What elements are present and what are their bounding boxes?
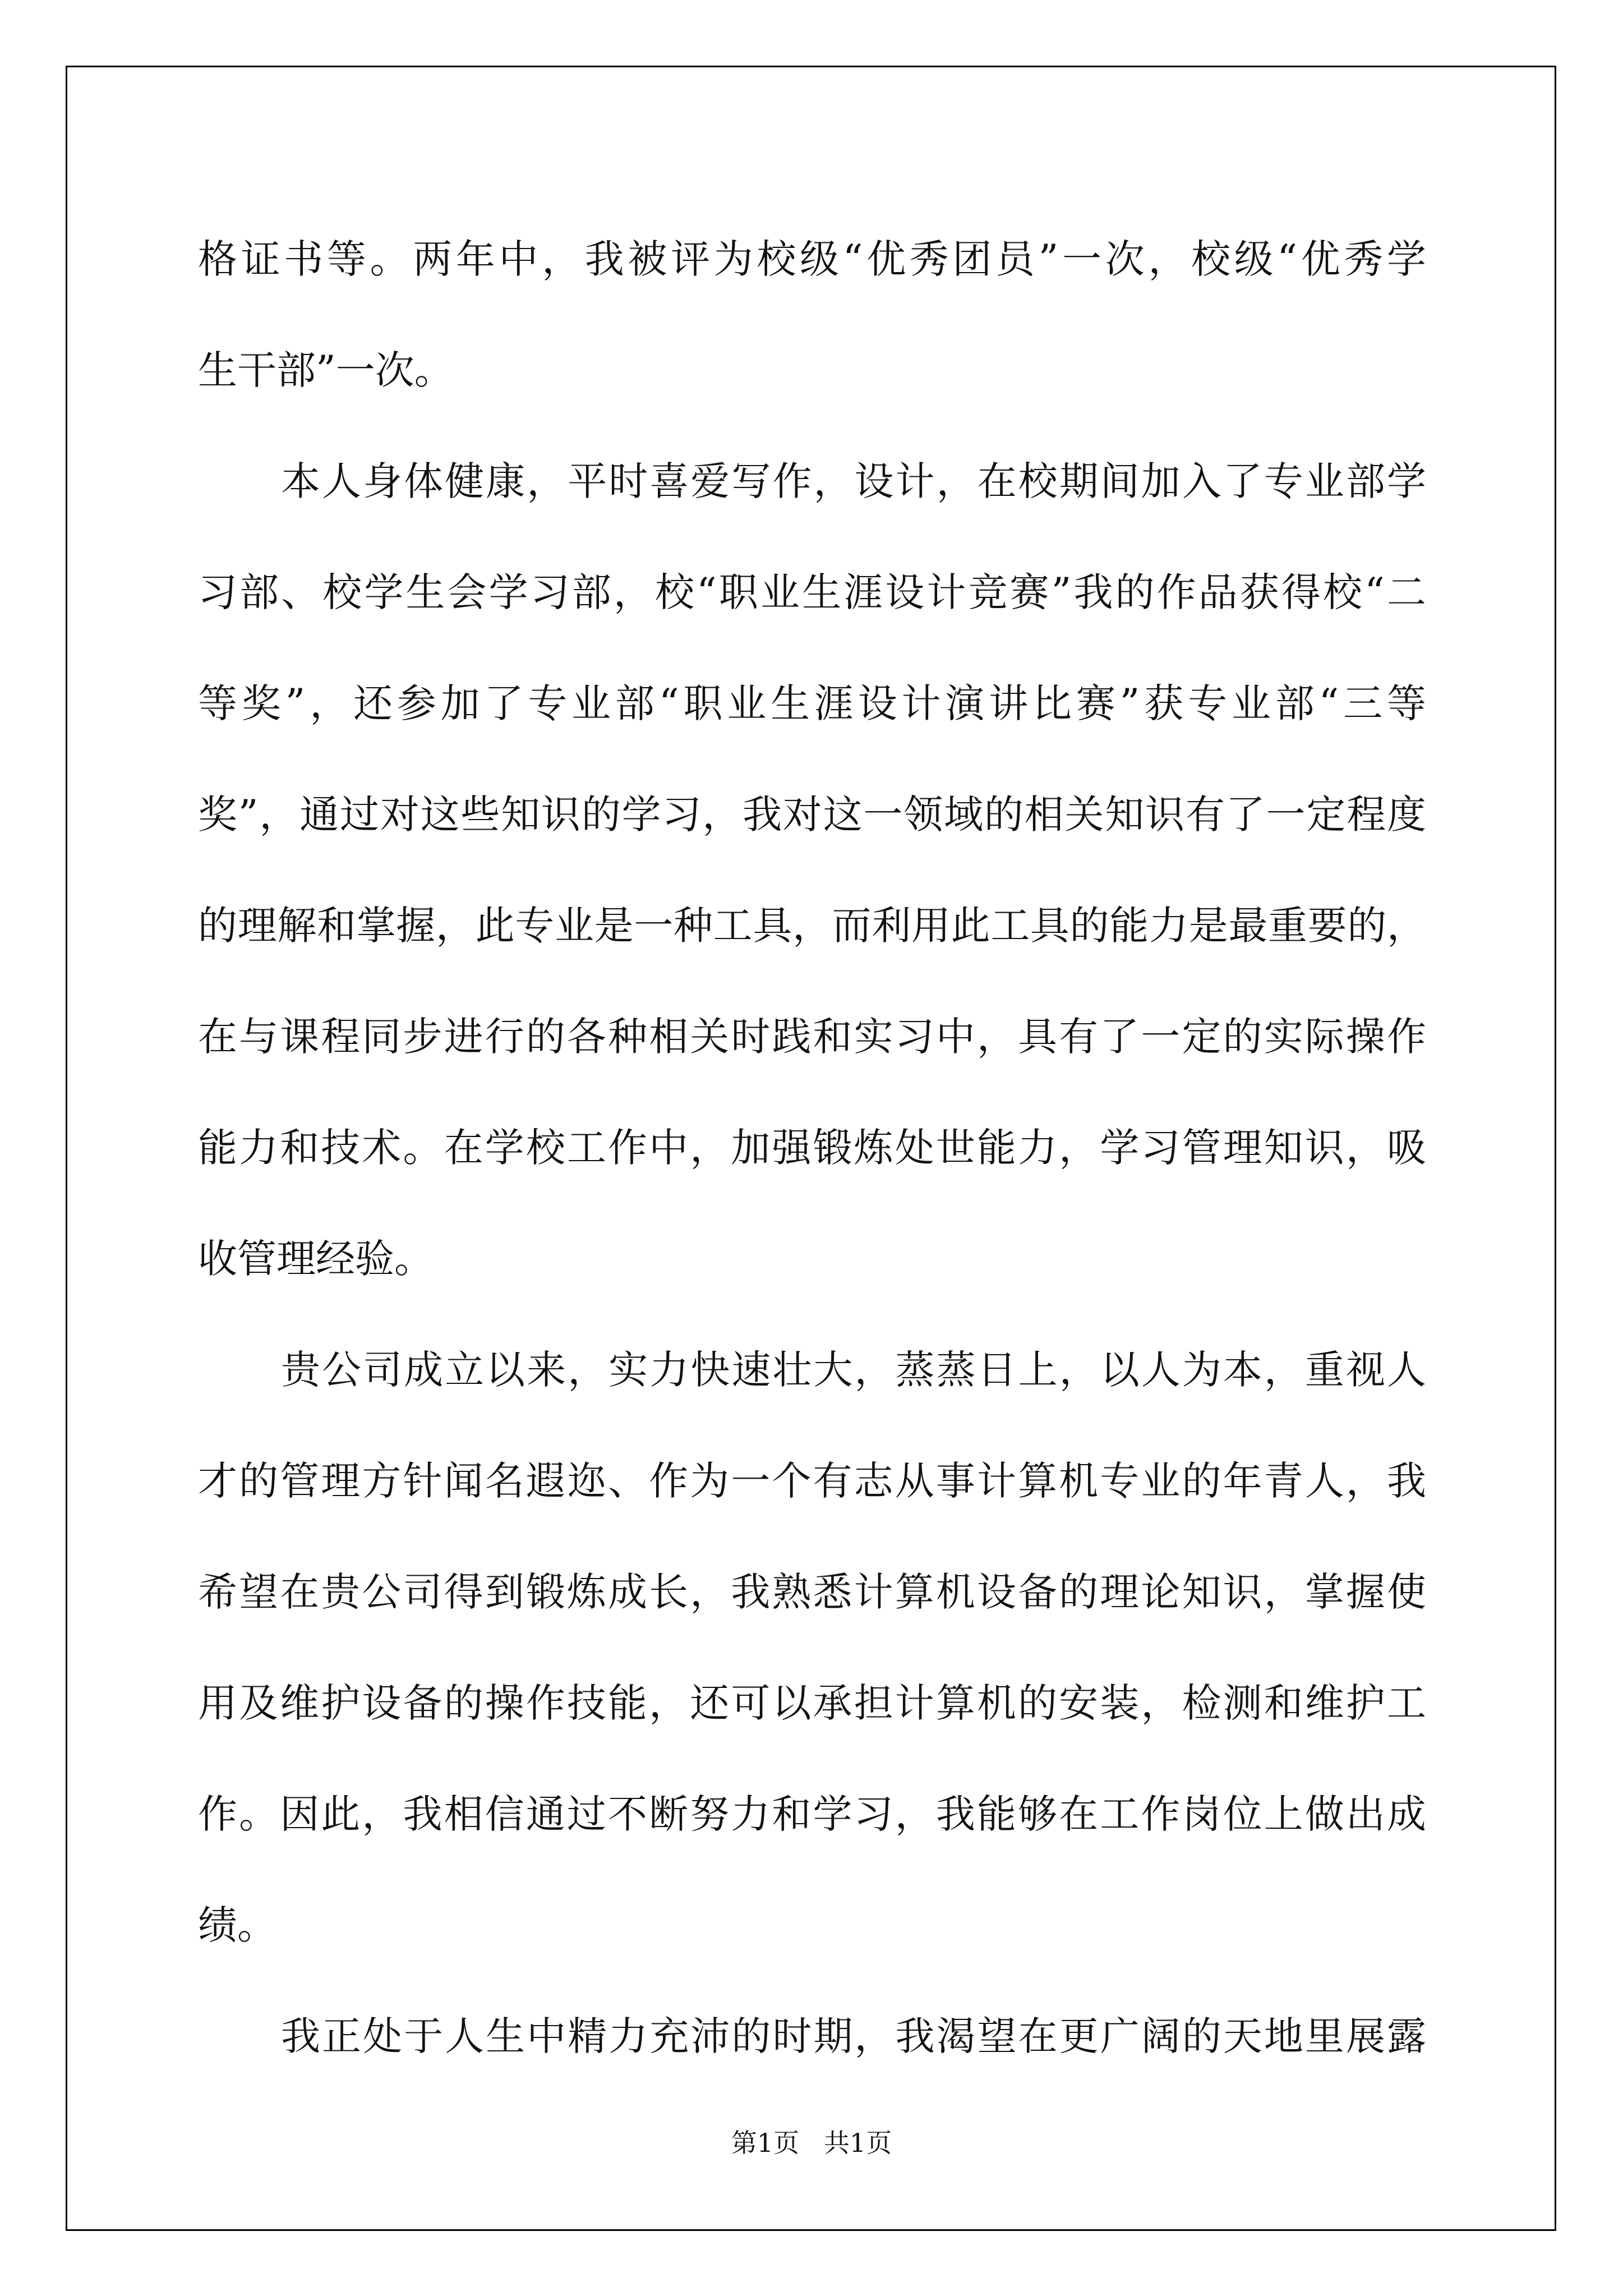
text-line: 等奖”，还参加了专业部“职业生涯设计演讲比赛”获专业部“三等 <box>198 680 1426 726</box>
text-line: 奖”，通过对这些知识的学习，我对这一领域的相关知识有了一定程度 <box>198 792 1426 838</box>
text-line: 习部、校学生会学习部，校“职业生涯设计竞赛”我的作品获得校“二 <box>198 569 1426 615</box>
text-line: 贵公司成立以来，实力快速壮大，蒸蒸日上，以人为本，重视人 <box>281 1347 1426 1393</box>
text-line: 希望在贵公司得到锻炼成长，我熟悉计算机设备的理论知识，掌握使 <box>198 1569 1426 1615</box>
document-body <box>198 204 1426 2092</box>
text-line: 的理解和掌握，此专业是一种工具，而利用此工具的能力是最重要的， <box>198 903 1426 949</box>
text-line: 生干部”一次。 <box>198 347 454 393</box>
text-line: 作。因此，我相信通过不断努力和学习，我能够在工作岗位上做出成 <box>198 1791 1426 1837</box>
text-line: 收管理经验。 <box>198 1236 434 1282</box>
text-line: 用及维护设备的操作技能，还可以承担计算机的安装，检测和维护工 <box>198 1680 1426 1726</box>
text-line: 本人身体健康，平时喜爱写作，设计，在校期间加入了专业部学 <box>281 458 1426 504</box>
text-line: 我正处于人生中精力充沛的时期，我渴望在更广阔的天地里展露 <box>281 2013 1426 2059</box>
text-line: 格证书等。两年中，我被评为校级“优秀团员”一次，校级“优秀学 <box>198 236 1426 282</box>
page-footer: 第1页 共1页 <box>731 2128 892 2158</box>
text-line: 能力和技术。在学校工作中，加强锻炼处世能力，学习管理知识，吸 <box>198 1125 1426 1171</box>
text-line: 才的管理方针闻名遐迩、作为一个有志从事计算机专业的年青人，我 <box>198 1458 1426 1504</box>
text-line: 绩。 <box>198 1902 276 1948</box>
text-line: 在与课程同步进行的各种相关时践和实习中，具有了一定的实际操作 <box>198 1014 1426 1060</box>
